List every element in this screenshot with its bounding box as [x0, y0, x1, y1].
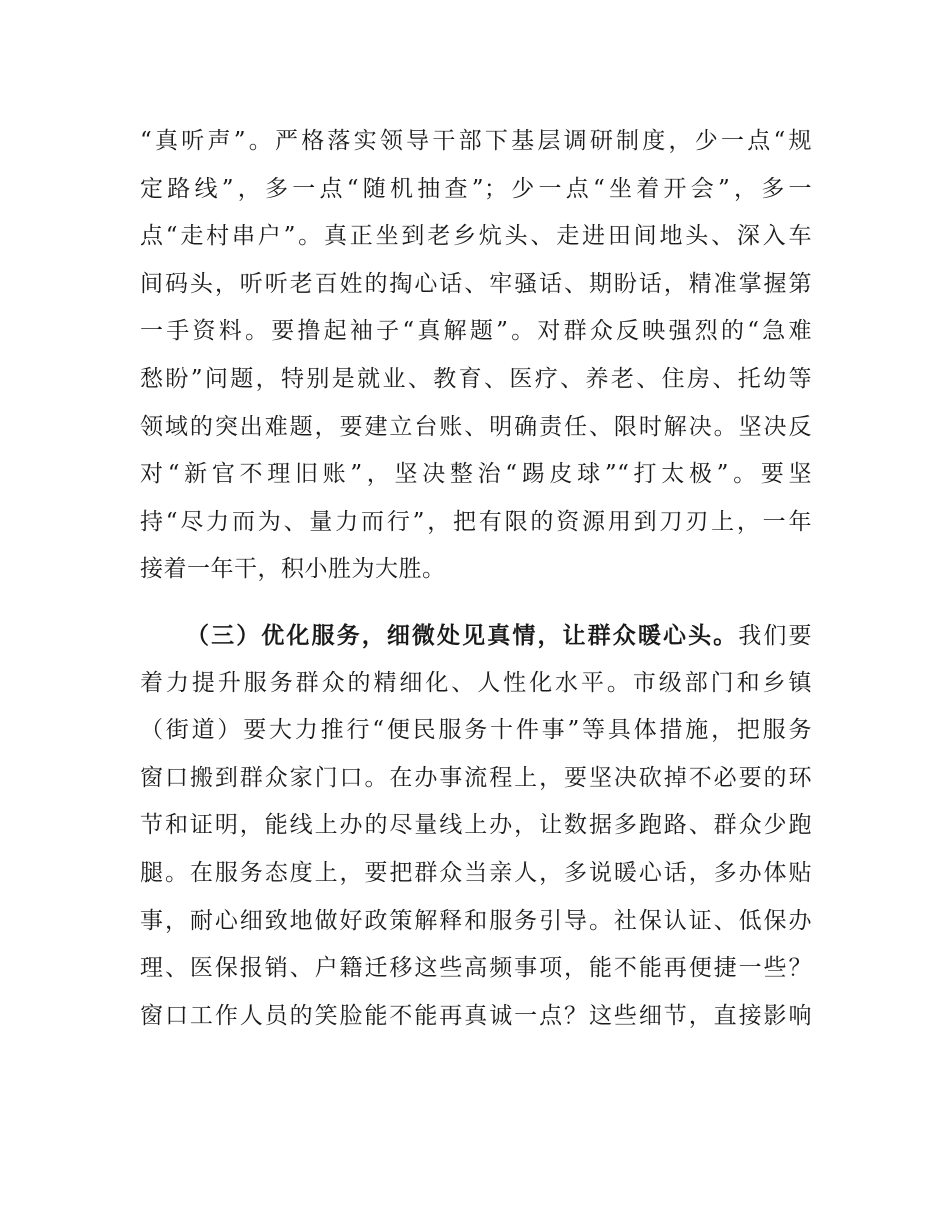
text-line: 点“走村串户”。真正坐到老乡炕头、走进田间地头、深入车: [140, 223, 812, 250]
paragraph-1: [140, 118, 812, 594]
text-line: （街道）要大力推行“便民服务十件事”等具体措施，把服务: [140, 717, 812, 744]
text-line: 节和证明，能线上办的尽量线上办，让数据多跑路、群众少跑: [140, 812, 812, 839]
heading-continuation: 我们要: [738, 622, 813, 649]
text-line: 腿。在服务态度上，要把群众当亲人，多说暖心话，多办体贴: [140, 859, 812, 886]
text-line: 窗口工作人员的笑脸能不能再真诚一点？这些细节，直接影响: [140, 1002, 812, 1029]
text-line: 一手资料。要撸起袖子“真解题”。对群众反映强烈的“急难: [140, 318, 812, 345]
text-line: 对“新官不理旧账”，坚决整治“踢皮球”“打太极”。要坚: [140, 461, 812, 488]
text-line: 窗口搬到群众家门口。在办事流程上，要坚决砍掉不必要的环: [140, 764, 812, 791]
paragraph-first-line: [140, 612, 812, 660]
paragraph-2: [140, 612, 812, 1040]
document-page: [140, 118, 812, 1040]
text-line: 定路线”，多一点“随机抽查”；少一点“坐着开会”，多一: [140, 175, 812, 202]
text-line: 领域的突出难题，要建立台账、明确责任、限时解决。坚决反: [140, 413, 812, 440]
text-line: 理、医保报销、户籍迁移这些高频事项，能不能再便捷一些？: [140, 955, 812, 982]
text-line: 间码头，听听老百姓的掏心话、牢骚话、期盼话，精准掌握第: [140, 270, 812, 297]
text-line: 持“尽力而为、量力而行”，把有限的资源用到刀刃上，一年: [140, 508, 812, 535]
paragraph-gap: [140, 594, 812, 612]
text-line: 事，耐心细致地做好政策解释和服务引导。社保认证、低保办: [140, 907, 812, 934]
text-line: 愁盼”问题，特别是就业、教育、医疗、养老、住房、托幼等: [140, 365, 812, 392]
section-heading: （三）优化服务，细微处见真情，让群众暖心头。: [186, 621, 739, 649]
text-line: 接着一年干，积小胜为大胜。: [140, 556, 446, 583]
text-line: 着力提升服务群众的精细化、人性化水平。市级部门和乡镇: [140, 669, 812, 696]
text-line: “真听声”。严格落实领导干部下基层调研制度，少一点“规: [140, 128, 812, 154]
